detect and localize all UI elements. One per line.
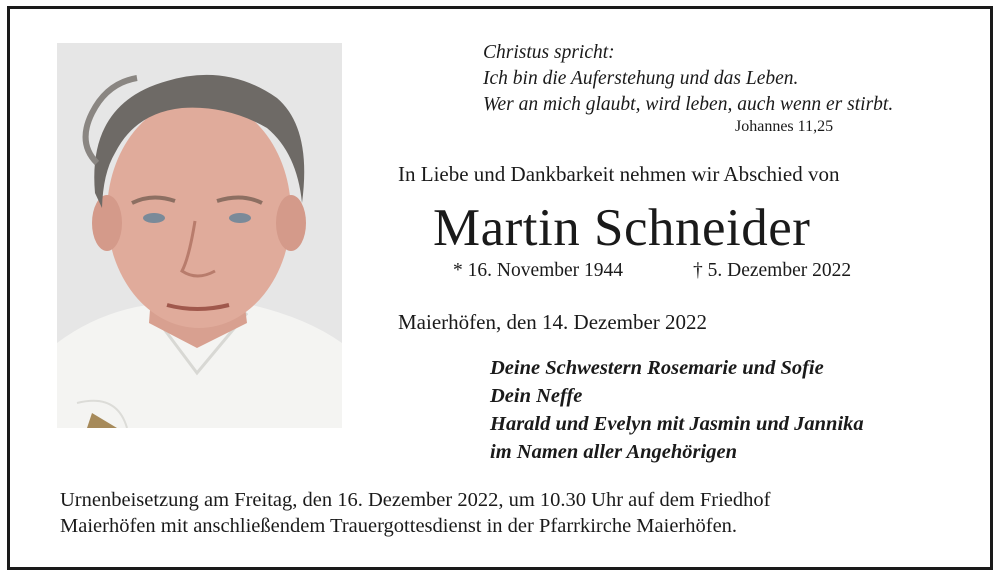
birth-date: * 16. November 1944 <box>453 260 624 281</box>
bible-verse <box>483 40 893 118</box>
death-date: † 5. Dezember 2022 <box>693 260 852 281</box>
place-and-date: Maierhöfen, den 14. Dezember 2022 <box>398 310 708 334</box>
portrait-photo <box>57 43 342 428</box>
verse-reference: Johannes 11,25 <box>735 118 834 135</box>
verse-line: Ich bin die Auferstehung und das Leben. <box>483 68 799 89</box>
mourner-line: im Namen aller Angehörigen <box>490 441 737 463</box>
mourners-list <box>490 354 864 466</box>
mourner-line: Deine Schwestern Rosemarie und Sofie <box>490 357 824 379</box>
farewell-intro: In Liebe und Dankbarkeit nehmen wir Abschied von <box>398 162 840 186</box>
verse-line: Wer an mich glaubt, wird leben, auch wenn er stirbt. <box>483 94 894 115</box>
mourner-line: Dein Neffe <box>490 385 583 407</box>
verse-line: Christus spricht: <box>483 42 615 63</box>
deceased-name: Martin Schneider <box>433 199 811 257</box>
funeral-details <box>60 487 770 539</box>
funeral-line: Urnenbeisetzung am Freitag, den 16. Dezember 2022, um 10.30 Uhr auf dem Friedhof <box>60 489 771 511</box>
mourner-line: Harald und Evelyn mit Jasmin und Jannika <box>490 413 864 435</box>
funeral-line: Maierhöfen mit anschließendem Trauergottesdienst in der Pfarrkirche Maierhöfen. <box>60 515 738 537</box>
